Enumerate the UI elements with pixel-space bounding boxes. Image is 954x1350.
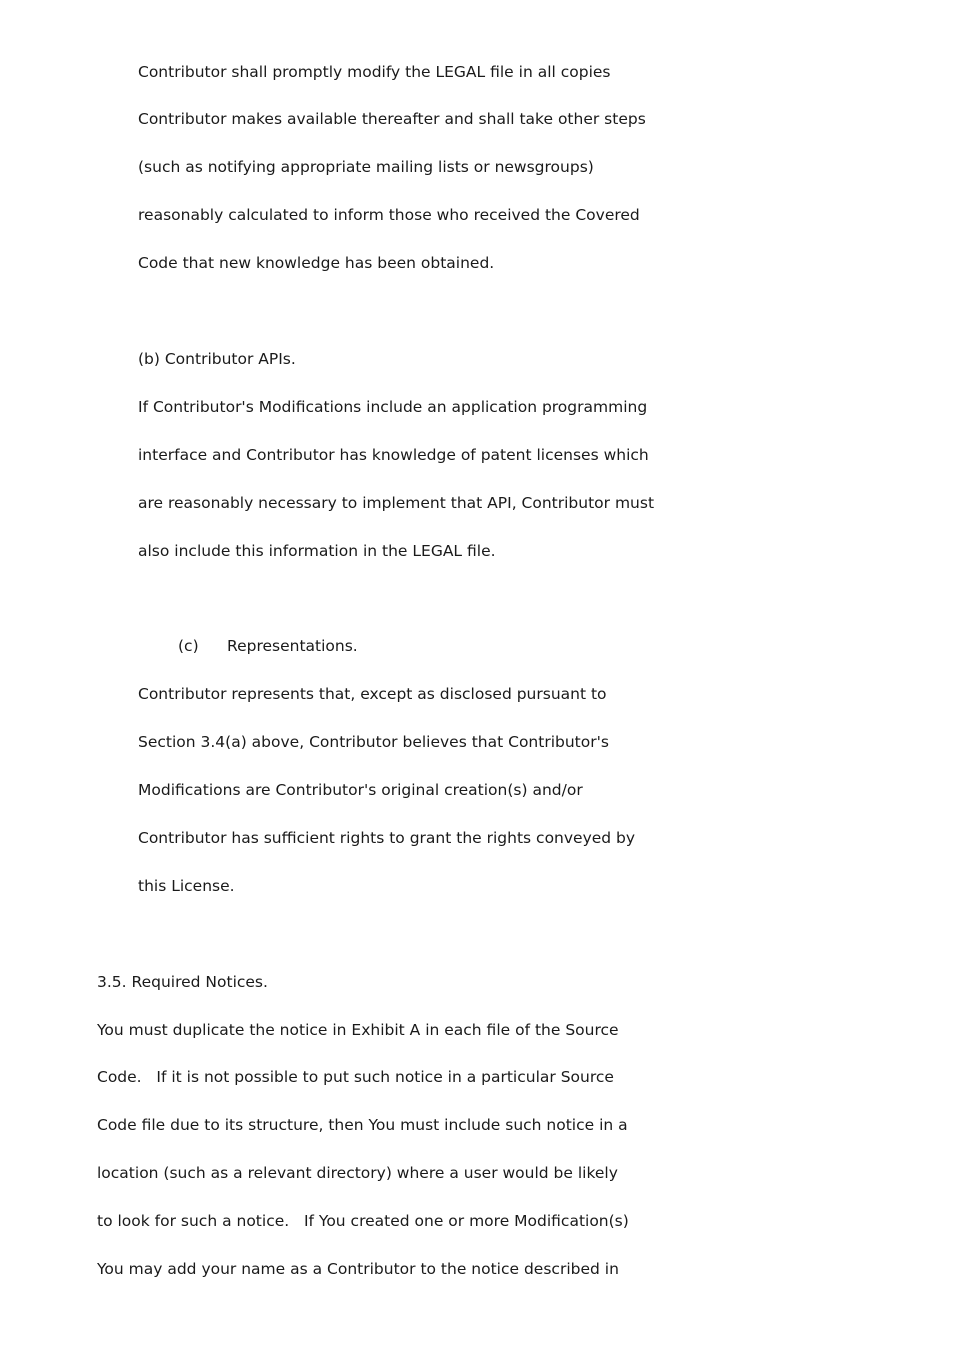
paragraph-line: are reasonably necessary to implement that API, Contributor must <box>138 494 655 512</box>
paragraph-line: Modifications are Contributor's original creation(s) and/or <box>138 781 583 799</box>
paragraph-line: Section 3.4(a) above, Contributor believes that Contributor's <box>138 733 609 751</box>
paragraph-line: to look for such a notice. If You created one or more Modification(s) <box>97 1212 629 1230</box>
paragraph-line: You must duplicate the notice in Exhibit A in each file of the Source <box>97 1021 619 1039</box>
subsection-heading: Representations. <box>227 637 358 655</box>
paragraph-line: also include this information in the LEGAL file. <box>138 542 496 560</box>
list-marker: (c) <box>178 637 199 655</box>
paragraph-line: Code. If it is not possible to put such notice in a particular Source <box>97 1068 614 1086</box>
paragraph-line: Code file due to its structure, then You must include such notice in a <box>97 1116 628 1134</box>
subsection-heading: (b) Contributor APIs. <box>138 350 296 368</box>
paragraph-line: Contributor has sufficient rights to grant the rights conveyed by <box>138 829 636 847</box>
paragraph-line: If Contributor's Modifications include an application programming <box>138 398 648 416</box>
paragraph-line: interface and Contributor has knowledge of patent licenses which <box>138 446 649 464</box>
section-heading: 3.5. Required Notices. <box>97 973 268 991</box>
paragraph-line: Contributor makes available thereafter and shall take other steps <box>138 110 646 128</box>
paragraph-line: reasonably calculated to inform those who received the Covered <box>138 206 640 224</box>
paragraph-line: You may add your name as a Contributor to the notice described in <box>97 1260 619 1278</box>
paragraph-line: Contributor represents that, except as disclosed pursuant to <box>138 685 607 703</box>
paragraph-line: (such as notifying appropriate mailing lists or newsgroups) <box>138 158 594 176</box>
paragraph-line: Code that new knowledge has been obtained. <box>138 254 495 272</box>
paragraph-line: location (such as a relevant directory) where a user would be likely <box>97 1164 618 1182</box>
paragraph-line: this License. <box>138 877 235 895</box>
paragraph-line: Contributor shall promptly modify the LEGAL file in all copies <box>138 63 611 81</box>
